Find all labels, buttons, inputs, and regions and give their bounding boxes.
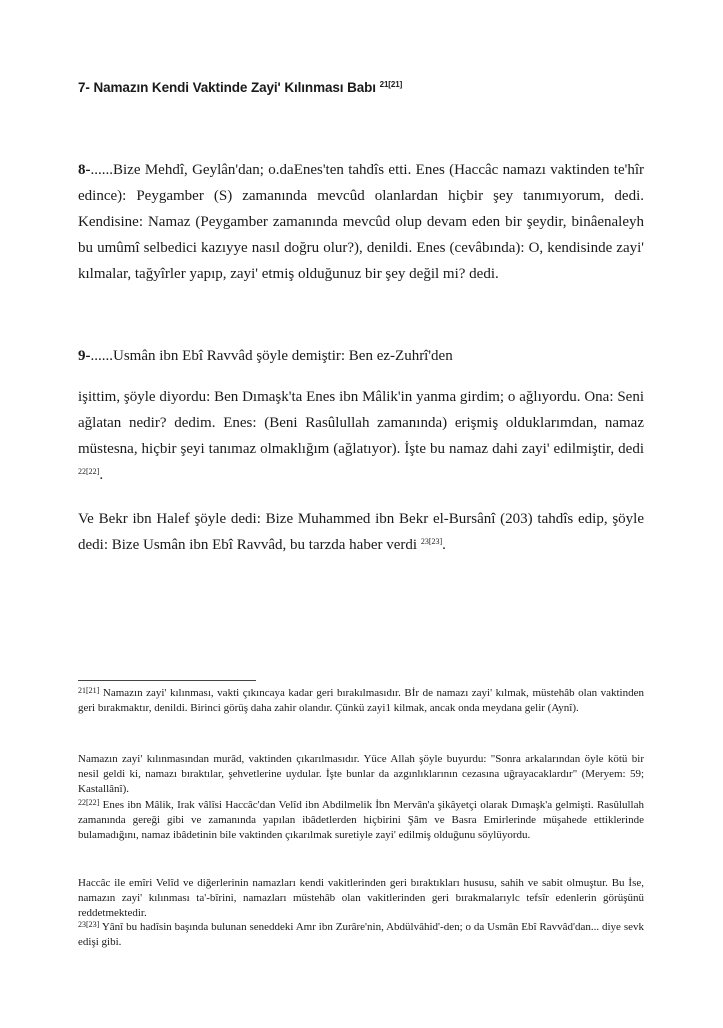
footnote-23: [78, 920, 644, 950]
footnote-21-continuation: [78, 752, 644, 797]
footnote-separator: [78, 680, 256, 681]
footnote-21-continuation-text: Namazın zayi' kılınmasından murâd, vaktinden çıkarılmasıdır. Yüce Allah şöyle buyurdu: "Sonra arkalarından öyle kötü bir nesil geldi ki, namazı bıraktılar, şehvetlerine uydular. İşte bunlar da azgınlıklarının cezasına uğrayacaklardır" (Meryem: 59; Kastallânî).: [78, 753, 644, 795]
footnote-ref-23[interactable]: 23[23]: [420, 537, 443, 546]
footnote-ref-22[interactable]: 22[22]: [78, 467, 100, 476]
hadith-8-text: ......Bize Mehdî, Geylân'dan; o.daEnes'ten tahdîs etti. Enes (Haccâc namazı vaktinden te'hîr edince): Peygamber (S) zamanında mevcûd olanlardan hiçbir şey tanımıyorum, dedi. Kendisine: Namaz (Peygamber zamanında mevcûd olup devam eden bir şeydir, binâenaleyh bu umûmî selbedici kazıyye nasıl doğru olur?), denildi. Enes (cevâbında): O, kendisinde zayi' kılmalar, tağyîrler yapıp, zayi' etmiş olduğunuz bir şey değil mi? dedi.: [78, 162, 644, 282]
footnote-ref-21[interactable]: 21[21]: [379, 80, 403, 89]
hadith-9-first-line-text: ......Usmân ibn Ebî Ravvâd şöyle demiştir: Ben ez-Zuhrî'den: [90, 348, 453, 364]
hadith-9-text: işittim, şöyle diyordu: Ben Dımaşk'ta Enes ibn Mâlik'in yanma girdim; o ağlıyordu. Ona: Seni ağlatan nedir? dedim. Enes: (Beni Rasûlullah zamanında) erişmiş olduklarımdan, namaz müstesna, hiçbir şeyi tanımaz olmaklığım (ağlatıyor). İşte bu namaz dahi zayi' edilmiştir, dedi: [78, 389, 644, 457]
footnote-22: [78, 798, 644, 843]
chapter-heading: [78, 80, 402, 95]
footnote-21-text: Namazın zayi' kılınması, vakti çıkıncaya kadar geri bırakılmasıdır. Bİr de namazı zayi' kılmak, müstehâb olan vaktinden geri bırakmaktır, denildi. Birinci görüş daha zahir olandır. Çünkü zayi1 kilmak, ancak onda meydana gelir (Aynî).: [78, 687, 645, 714]
footnote-21: [78, 686, 644, 716]
footnote-number: 21[21]: [78, 686, 100, 695]
chain-text: Ve Bekr ibn Halef şöyle dedi: Bize Muhammed ibn Bekr el-Bursânî (203) tahdîs edip, şöyle dedi: Bize Usmân ibn Ebî Ravvâd, bu tarzda haber verdi: [78, 511, 644, 553]
sentence-end: .: [99, 467, 104, 483]
hadith-number: 8-: [78, 162, 91, 178]
footnote-number: 23[23]: [78, 920, 100, 929]
footnote-22-continuation: [78, 876, 644, 921]
chain-paragraph: [78, 506, 644, 558]
footnote-23-text: Yânî bu hadîsin başında bulunan seneddeki Amr ibn Zurâre'nin, Abdülvâhid'-den; o da Usmân Ebî Ravvâd'dan... diye sevk edişi gibi.: [78, 921, 644, 948]
hadith-8-paragraph: [78, 157, 644, 287]
hadith-9-paragraph: [78, 384, 644, 488]
hadith-number: 9-: [78, 348, 91, 364]
chapter-heading-text: 7- Namazın Kendi Vaktinde Zayi' Kılınması Babı: [78, 80, 376, 95]
footnote-22-continuation-text: Haccâc ile emîri Velîd ve diğerlerinin namazları kendi vakitlerinden geri bıraktıkları hususu, sahih ve sabit olmuştur. Bu İse, namazın zayi' kılınması ta'-bîrini, namazları müstehâb olan vakitlerinden geri bırakmalarıylc tefsîr edenlerin görüşünü reddetmektedir.: [78, 877, 644, 919]
footnote-number: 22[22]: [78, 798, 100, 807]
sentence-end: .: [442, 537, 446, 553]
footnote-22-text: Enes ibn Mâlik, Irak vâlîsi Haccâc'dan Velîd ibn Abdilmelik İbn Mervân'a şikâyetçi olarak Dımaşk'a gelmişti. Rasûlullah zamanında gereği gibi ve zamanında yapılan ibâdetlerden hiçbirini Şâm ve Basra Emirlerinde müşahede ettiklerinde bulamadığını, namaz ibâdetinin bile vaktinden çıkarılmak suretiyle zayi' edilmiş olduğunu söylüyordu.: [78, 799, 644, 841]
hadith-9-first-line: [78, 343, 644, 369]
